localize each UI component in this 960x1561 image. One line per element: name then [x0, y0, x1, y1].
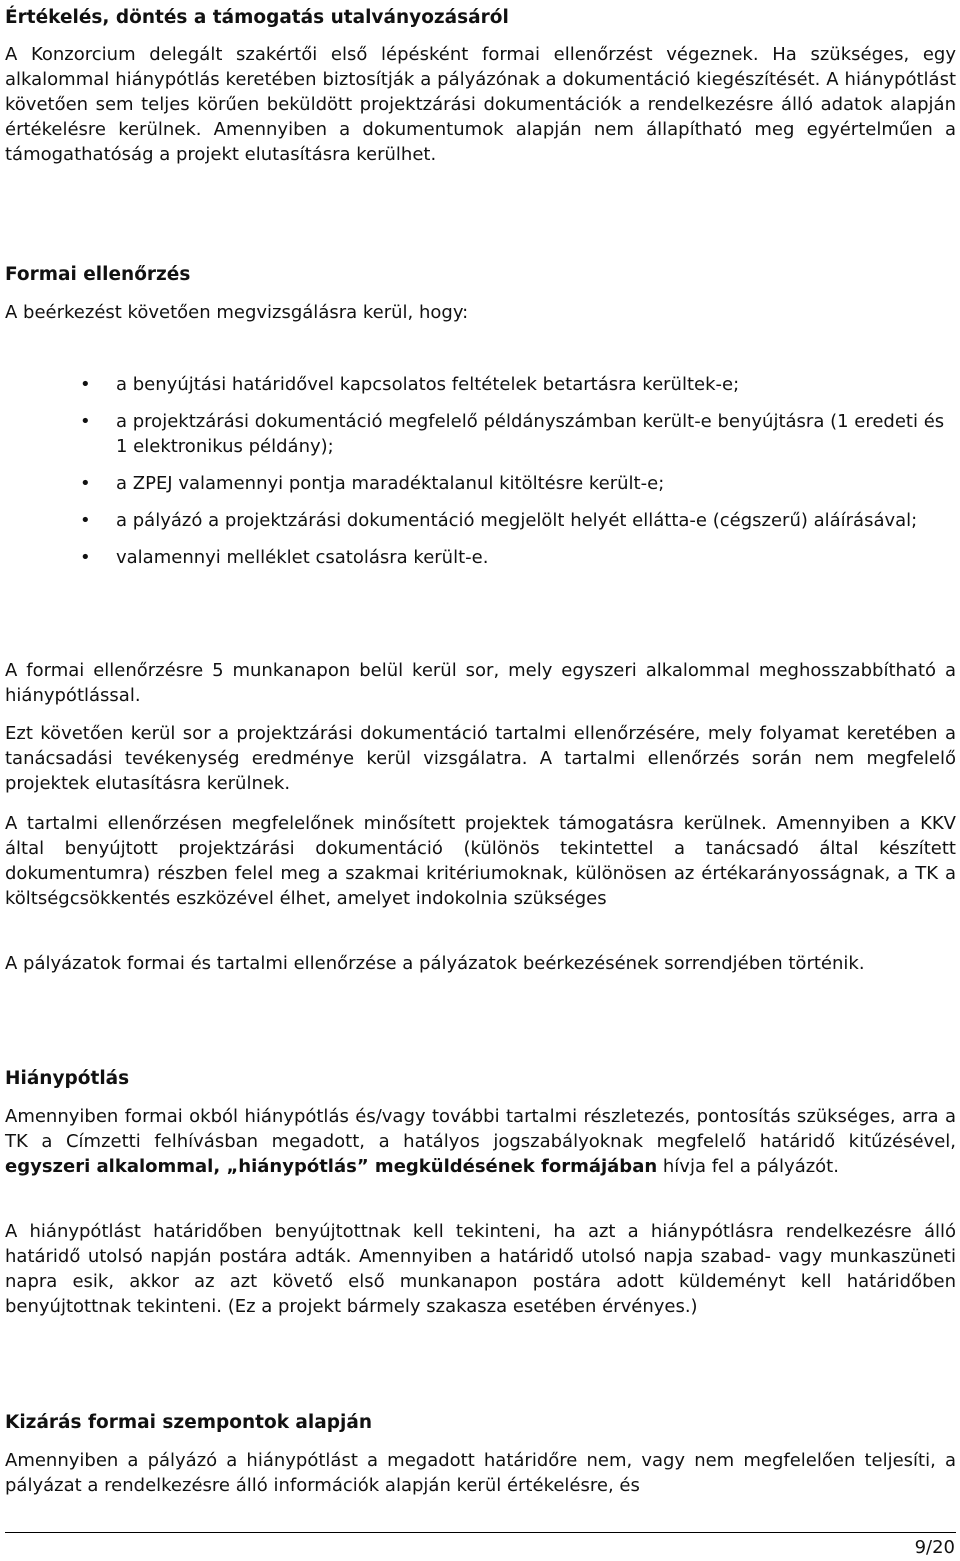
list-item	[5, 372, 956, 397]
page-number: 9/20	[914, 1537, 955, 1558]
section-heading-kizaras: Kizárás formai szempontok alapján	[5, 1412, 372, 1433]
list-item-text: a benyújtási határidővel kapcsolatos feltételek betartásra kerültek-e;	[116, 374, 740, 395]
list-item	[5, 471, 956, 496]
formai-lead-paragraph: A beérkezést követően megvizsgálásra kerül, hogy:	[5, 302, 469, 323]
hianypotlas-paragraph-2: A hiánypótlást határidőben benyújtottnak kell tekinteni, ha azt a hiánypótlásra rendelkezésre álló határidő utolsó napján postára adták. Amennyiben a határidő utolsó napja szabad- vagy munkaszüneti napra esik, akkor az azt követő első munkanapon postára adott küldeményt kell határidőben benyújtottnak tekinteni. (Ez a projekt bármely szakasza esetében érvényes.)	[5, 1221, 956, 1317]
list-item-text: valamennyi melléklet csatolásra került-e.	[116, 547, 489, 568]
list-item	[5, 545, 956, 570]
bullet-icon: •	[80, 411, 91, 432]
formai-check-list	[5, 372, 956, 582]
formai-paragraph-deadline: A formai ellenőrzésre 5 munkanapon belül kerül sor, mely egyszeri alkalommal meghosszabbítható a hiánypótlással.	[5, 660, 956, 706]
list-item-text: a ZPEJ valamennyi pontja maradéktalanul kitöltésre került-e;	[116, 473, 665, 494]
bullet-icon: •	[80, 374, 91, 395]
hianypotlas-p1-end: hívja fel a pályázót.	[657, 1156, 839, 1177]
list-item-text: a projektzárási dokumentáció megfelelő példányszámban került-e benyújtásra (1 eredeti és 1 elektronikus példány);	[116, 411, 945, 457]
hianypotlas-p1-bold: egyszeri alkalommal, „hiánypótlás” megküldésének formájában	[5, 1156, 658, 1177]
bullet-icon: •	[80, 473, 91, 494]
formai-paragraph-content-check: Ezt követően kerül sor a projektzárási dokumentáció tartalmi ellenőrzésére, mely folyamat keretében a tanácsadási tevékenység eredménye kerül vizsgálatra. A tartalmi ellenőrzés során nem megfelelő projektek elutasításra kerülnek.	[5, 723, 956, 794]
bullet-icon: •	[80, 510, 91, 531]
formai-paragraph-approval: A tartalmi ellenőrzésen megfelelőnek minősített projektek támogatásra kerülnek. Amennyiben a KKV által benyújtott projektzárási dokumentáció (különös tekintettel a tanácsadó által készített dokumentumra) részben felel meg a szakmai kritériumoknak, különösen az értékarányosságnak, a TK a költségcsökkentés eszközével élhet, amelyet indokolnia szükséges	[5, 813, 956, 909]
list-item	[5, 409, 956, 459]
list-item-text: a pályázó a projektzárási dokumentáció megjelölt helyét ellátta-e (cégszerű) aláírásával;	[116, 510, 918, 531]
formai-paragraph-order: A pályázatok formai és tartalmi ellenőrzése a pályázatok beérkezésének sorrendjében történik.	[5, 953, 865, 974]
hianypotlas-paragraph-1	[5, 1104, 956, 1179]
kizaras-paragraph-1: Amennyiben a pályázó a hiánypótlást a megadott határidőre nem, vagy nem megfelelően teljesíti, a pályázat a rendelkezésre álló információk alapján kerül értékelésre, és	[5, 1450, 956, 1496]
footer-divider	[5, 1532, 956, 1533]
section-heading-hianypotlas: Hiánypótlás	[5, 1068, 130, 1089]
hianypotlas-p1-start: Amennyiben formai okból hiánypótlás és/vagy további tartalmi részletezés, pontosítás szükséges, arra a TK a Címzetti felhívásban megadott, a hatályos jogszabályoknak megfelelő határidő kitűzésével,	[5, 1106, 956, 1152]
page-title: Értékelés, döntés a támogatás utalványozásáról	[5, 7, 509, 28]
list-item	[5, 508, 956, 533]
section-heading-formai: Formai ellenőrzés	[5, 264, 191, 285]
bullet-icon: •	[80, 547, 91, 568]
intro-paragraph: A Konzorcium delegált szakértői első lépésként formai ellenőrzést végeznek. Ha szükséges, egy alkalommal hiánypótlás keretében biztosítják a pályázónak a dokumentáció kiegészítését. A hiánypótlást követően sem teljes körűen beküldött projektzárási dokumentációk a rendelkezésre álló adatok alapján értékelésre kerülnek. Amennyiben a dokumentumok alapján nem állapítható meg egyértelműen a támogathatóság a projekt elutasításra kerülhet.	[5, 44, 956, 165]
